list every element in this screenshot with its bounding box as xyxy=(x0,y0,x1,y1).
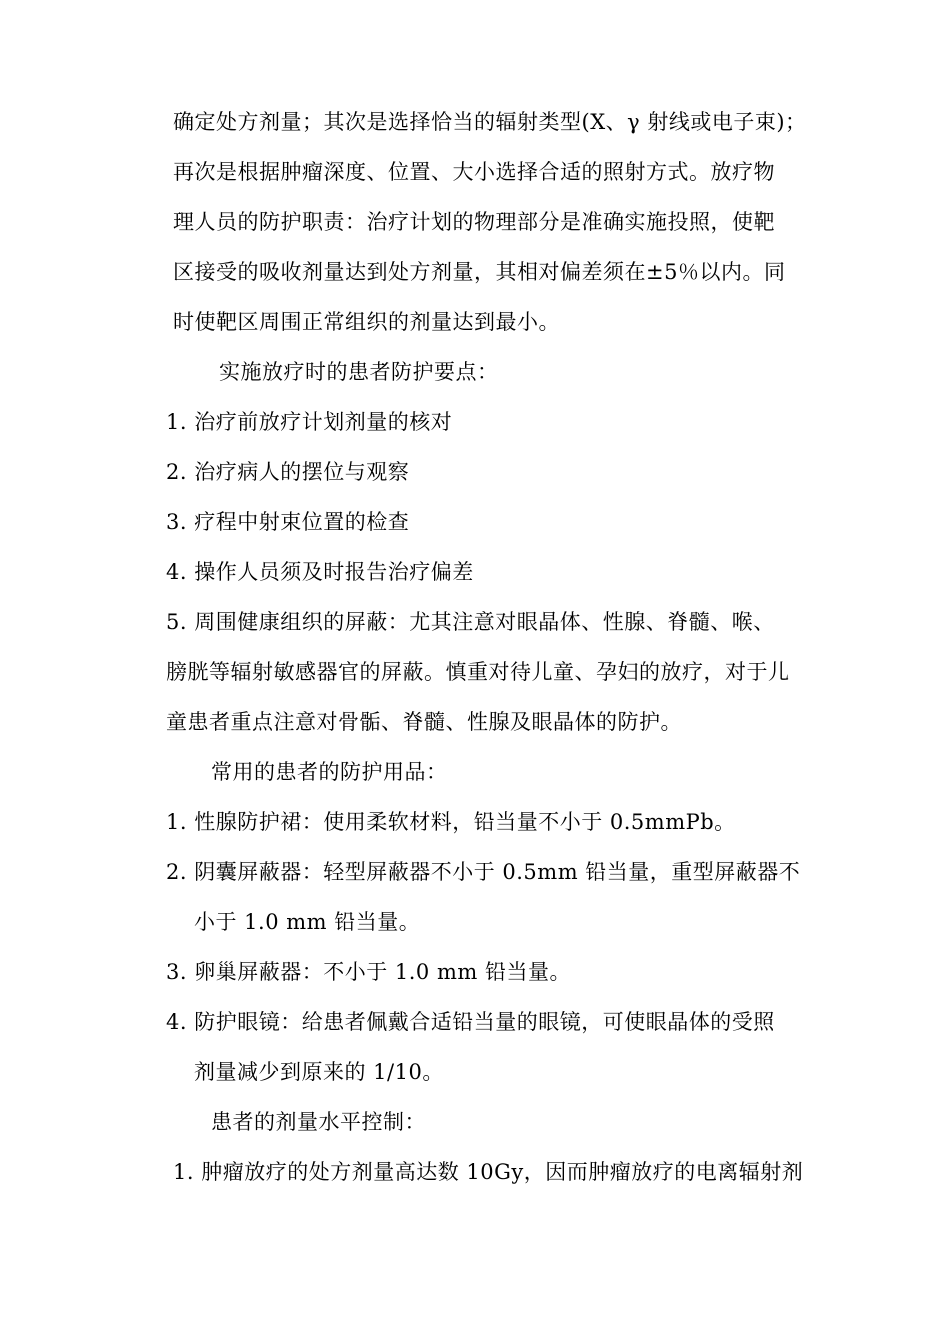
list-item: 4. 操作人员须及时报告治疗偏差 xyxy=(166,560,474,584)
list-item: 3. 疗程中射束位置的检查 xyxy=(166,510,410,534)
paragraph-line: 区接受的吸收剂量达到处方剂量，其相对偏差须在±5％以内。同 xyxy=(173,260,786,284)
paragraph-line: 确定处方剂量；其次是选择恰当的辐射类型(X、γ 射线或电子束)； xyxy=(173,110,807,134)
paragraph-line: 时使靶区周围正常组织的剂量达到最小。 xyxy=(173,310,560,334)
paragraph-line: 理人员的防护职责：治疗计划的物理部分是准确实施投照，使靶 xyxy=(173,210,775,234)
list-item: 3. 卵巢屏蔽器：不小于 1.0 mm 铅当量。 xyxy=(166,960,571,984)
list-item: 1. 性腺防护裙：使用柔软材料，铅当量不小于 0.5mmPb。 xyxy=(166,810,736,834)
section-heading: 患者的剂量水平控制： xyxy=(211,1110,426,1134)
section-heading: 实施放疗时的患者防护要点： xyxy=(219,360,499,384)
list-item-continuation: 小于 1.0 mm 铅当量。 xyxy=(194,910,421,934)
list-item: 2. 阴囊屏蔽器：轻型屏蔽器不小于 0.5mm 铅当量，重型屏蔽器不 xyxy=(166,860,801,884)
list-item-continuation: 剂量减少到原来的 1/10。 xyxy=(194,1060,444,1084)
list-item: 5. 周围健康组织的屏蔽：尤其注意对眼晶体、性腺、脊髓、喉、 xyxy=(166,610,775,634)
list-item: 1. 治疗前放疗计划剂量的核对 xyxy=(166,410,453,434)
list-item: 4. 防护眼镜：给患者佩戴合适铅当量的眼镜，可使眼晶体的受照 xyxy=(166,1010,775,1034)
list-item: 1. 肿瘤放疗的处方剂量高达数 10Gy，因而肿瘤放疗的电离辐射剂 xyxy=(173,1160,804,1184)
list-item: 2. 治疗病人的摆位与观察 xyxy=(166,460,410,484)
list-item-continuation: 膀胱等辐射敏感器官的屏蔽。慎重对待儿童、孕妇的放疗，对于儿 xyxy=(166,660,790,684)
paragraph-line: 再次是根据肿瘤深度、位置、大小选择合适的照射方式。放疗物 xyxy=(173,160,775,184)
list-item-continuation: 童患者重点注意对骨骺、脊髓、性腺及眼晶体的防护。 xyxy=(166,710,682,734)
section-heading: 常用的患者的防护用品： xyxy=(211,760,448,784)
